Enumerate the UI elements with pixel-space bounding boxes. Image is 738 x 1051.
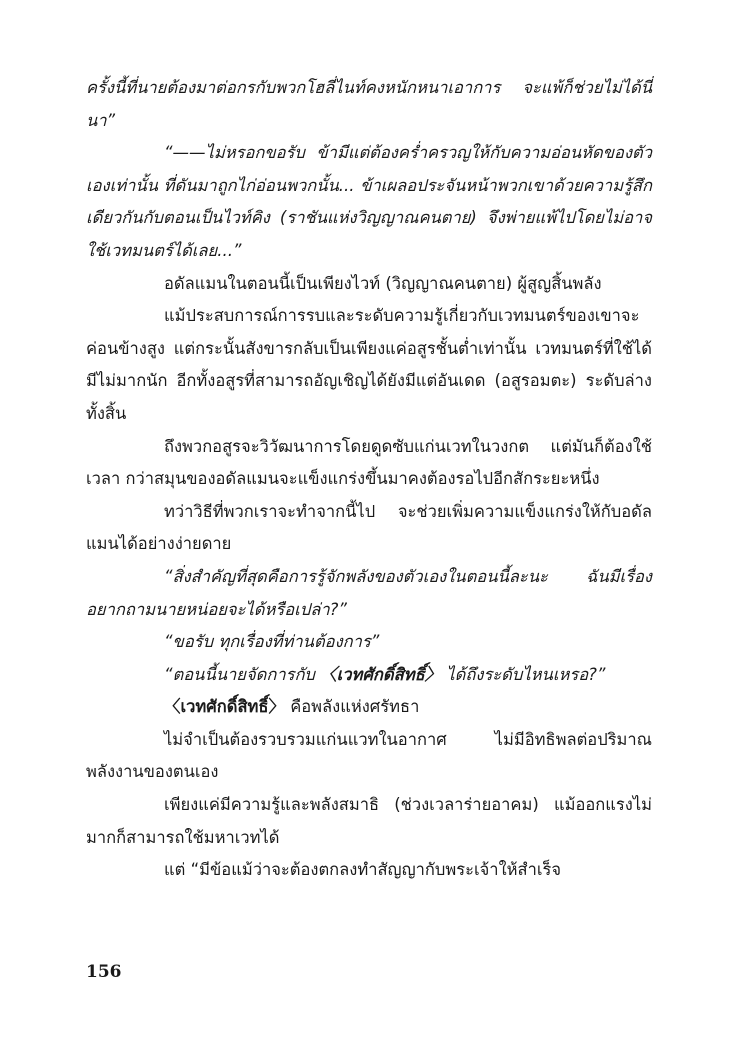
paragraph: “สิ่งสำคัญที่สุดคือการรู้จักพลังของตัวเองในตอนนี้ละนะ ฉันมีเรื่องอยากถามนายหน่อยจะได้หรือเปล่า?” [86, 566, 652, 619]
paragraph: ทว่าวิธีที่พวกเราจะทำจากนี้ไป จะช่วยเพิ่มความแข็งแกร่งให้กับอดัลแมนได้อย่างง่ายดาย [86, 501, 652, 554]
paragraph: อดัลแมนในตอนนี้เป็นเพียงไวท์ (วิญญาณคนตาย) ผู้สูญสิ้นพลัง [164, 273, 602, 293]
paragraph: “——ไม่หรอกขอรับ ข้ามีแต่ต้องคร่ำครวญให้กับความอ่อนหัดของตัวเองเท่านั้น ที่ดันมาถูกไก่อ่อนพวกนั้น... ข้าเผลอประจันหน้าพวกเขาด้วยความรู้สึกเดียวกันกับตอนเป็นไวท์คิง (ราชันแห่งวิญญาณคนตาย) จึงพ่ายแพ้ไปโดยไม่อาจใช้เวทมนตร์ได้เลย...” [86, 143, 652, 260]
spell-term: 〈เวทศักดิ์สิทธิ์〉 [164, 697, 285, 717]
dialogue-text: ได้ถึงระดับไหนเหรอ?” [441, 664, 606, 684]
dialogue-text: “ตอนนี้นายจัดการกับ [164, 664, 321, 684]
paragraph: แต่ “มีข้อแม้ว่าจะต้องตกลงทำสัญญากับพระเจ้าให้สำเร็จ [164, 860, 562, 880]
body-text [86, 72, 652, 887]
paragraph [86, 691, 652, 724]
paragraph: ครั้งนี้ที่นายต้องมาต่อกรกับพวกโฮลี่ไนท์คงหนักหนาเอาการ จะแพ้ก็ช่วยไม่ได้นี่นา” [86, 78, 652, 130]
page-number: 156 [86, 962, 122, 982]
paragraph: เพียงแค่มีความรู้และพลังสมาธิ (ช่วงเวลาร่ายอาคม) แม้ออกแรงไม่มากก็สามารถใช้มหาเวทได้ [86, 795, 652, 847]
paragraph: แม้ประสบการณ์การรบและระดับความรู้เกี่ยวกับเวทมนตร์ของเขาจะค่อนข้างสูง แต่กระนั้นสังขารกลับเป็นเพียงแค่อสูรชั้นต่ำเท่านั้น เวทมนตร์ที่ใช้ได้มีไม่มากนัก อีกทั้งอสูรที่สามารถอัญเชิญได้ยังมีแต่อันเดด (อสูรอมตะ) ระดับล่างทั้งสิ้น [86, 306, 652, 423]
spell-term: 〈เวทศักดิ์สิทธิ์〉 [320, 664, 442, 684]
paragraph: ถึงพวกอสูรจะวิวัฒนาการโดยดูดซับแก่นเวทในวงกต แต่มันก็ต้องใช้เวลา กว่าสมุนของอดัลแมนจะแข็งแกร่งขึ้นมาคงต้องรอไปอีกสักระยะหนึ่ง [86, 436, 652, 489]
paragraph: “ขอรับ ทุกเรื่องที่ท่านต้องการ” [164, 632, 380, 652]
narration-text: คือพลังแห่งศรัทธา [284, 697, 420, 717]
paragraph: ไม่จำเป็นต้องรวบรวมแก่นแวทในอากาศ ไม่มีอิทธิพลต่อปริมาณพลังงานของตนเอง [86, 729, 652, 782]
paragraph [86, 659, 652, 692]
